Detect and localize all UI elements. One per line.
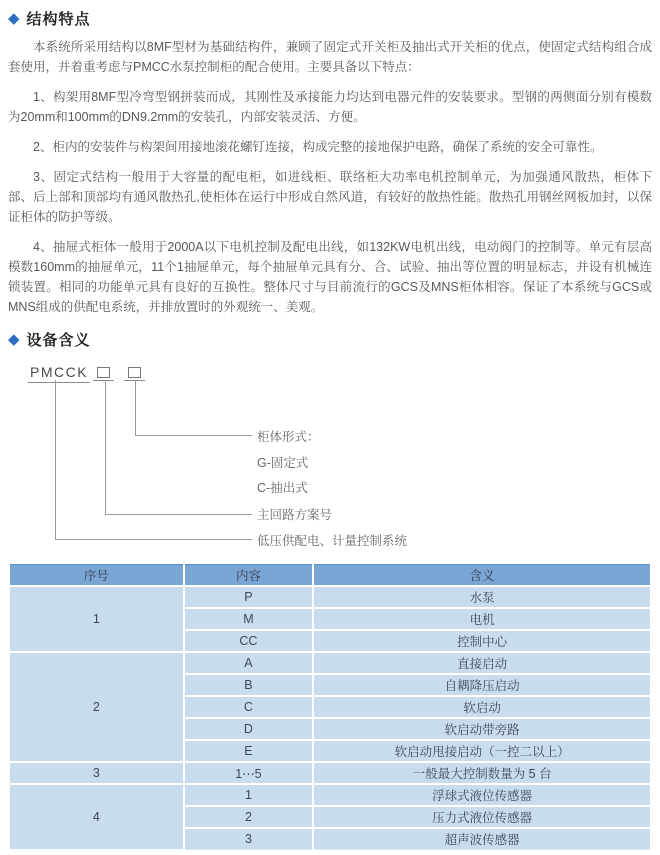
meaning-cell: 超声波传感器 [313, 828, 651, 850]
paragraph-point-1: 1、构架用8MF型冷弯型钢拼装而成，其刚性及承接能力均达到电器元件的安装要求。型钢的两侧面分别有模数为20mm和100mm的DN9.2mm的安装孔，内部安装灵活、方便。 [8, 90, 652, 124]
content-cell: E [184, 740, 314, 762]
meaning-cell: 软启动带旁路 [313, 718, 651, 740]
meaning-cell: 直接启动 [313, 652, 651, 674]
meaning-cell: 软启动甩接启动（一控二以上） [313, 740, 651, 762]
content-cell: D [184, 718, 314, 740]
section-title-device: 设备含义 [26, 332, 91, 349]
content-cell: M [184, 608, 314, 630]
model-field-box-2 [128, 367, 141, 378]
meaning-cell: 浮球式液位传感器 [313, 784, 651, 806]
diamond-bullet-icon: ◆ [8, 10, 20, 27]
header-cell-content: 内容 [184, 565, 314, 587]
table-row [9, 762, 651, 784]
content-cell: B [184, 674, 314, 696]
model-field-box-1 [97, 367, 110, 378]
meaning-cell: 控制中心 [313, 630, 651, 652]
meaning-cell: 一般最大控制数量为 5 台 [313, 762, 651, 784]
connector-line-vertical-code [55, 380, 56, 539]
connector-line-vertical-box2 [135, 380, 136, 435]
model-code: PMCCK [28, 364, 90, 383]
content-cell: CC [184, 630, 314, 652]
meaning-table [8, 564, 652, 851]
label-fixed-type: G-固定式 [257, 456, 309, 470]
label-lv-system: 低压供配电、计量控制系统 [257, 534, 408, 548]
diamond-bullet-icon: ◆ [8, 331, 20, 348]
table-row [9, 586, 651, 608]
connector-line-vertical-box1 [105, 380, 106, 514]
paragraph-intro: 本系统所采用结构以8MF型材为基础结构件，兼顾了固定式开关柜及抽出式开关柜的优点，使固定式结构组合成套使用，并着重考虑与PMCC水泵控制柜的配合使用。主要具备以下特点： [8, 40, 652, 74]
meaning-cell: 软启动 [313, 696, 651, 718]
section-title-structure: 结构特点 [26, 11, 91, 28]
label-cabinet-form: 柜体形式： [257, 430, 320, 444]
group-no-cell: 2 [9, 652, 184, 762]
group-no-cell: 1 [9, 586, 184, 652]
content-cell: A [184, 652, 314, 674]
field-underline [93, 380, 114, 381]
section-heading-structure [8, 8, 652, 29]
paragraph-point-3: 3、固定式结构一般用于大容量的配电柜，如进线柜、联络柜大功率电机控制单元，为加强通风散热，柜体下部、后上部和顶部均有通风散热孔,使柜体在运行中形成自然风道，有较好的散热性能。散热孔用钢丝网板加封，以保证柜体的防护等级。 [8, 170, 652, 224]
table-row [9, 784, 651, 806]
content-cell: 1 [184, 784, 314, 806]
section-heading-device [8, 329, 652, 350]
group-no-cell: 4 [9, 784, 184, 850]
connector-line-horizontal-code [55, 539, 252, 540]
label-drawout-type: C-抽出式 [257, 481, 308, 495]
content-cell: 1⋯5 [184, 762, 314, 784]
header-cell-meaning: 含义 [313, 565, 651, 587]
meaning-cell: 水泵 [313, 586, 651, 608]
content-cell: 3 [184, 828, 314, 850]
meaning-cell: 电机 [313, 608, 651, 630]
table-header-row [9, 565, 651, 587]
content-cell: C [184, 696, 314, 718]
label-main-circuit-scheme: 主回路方案号 [257, 508, 333, 522]
paragraph-point-4: 4、抽屉式柜体一般用于2000A以下电机控制及配电出线，如132KW电机出线，电动阀门的控制等。单元有层高模数160mm的抽屉单元，11个1抽屉单元，每个抽屉单元具有分、合、试验、抽出等位置的明显标志，并设有机械连锁装置。相同的功能单元具有良好的互换性。整体尺寸与目前流行的GCS及MNS柜体相容。保证了本系统与GCS或MNS组成的供配电系统，并排放置时的外观统一、美观。 [8, 240, 652, 314]
content-cell: P [184, 586, 314, 608]
table-row [9, 652, 651, 674]
model-designation-diagram [8, 364, 652, 550]
group-no-cell: 3 [9, 762, 184, 784]
connector-line-horizontal-box1 [105, 514, 252, 515]
header-cell-no: 序号 [9, 565, 184, 587]
content-cell: 2 [184, 806, 314, 828]
meaning-cell: 自耦降压启动 [313, 674, 651, 696]
meaning-cell: 压力式液位传感器 [313, 806, 651, 828]
connector-line-horizontal-box2 [135, 435, 252, 436]
paragraph-point-2: 2、柜内的安装件与构架间用接地滚花螺钉连接，构成完整的接地保护电路，确保了系统的安全可靠性。 [33, 140, 603, 154]
